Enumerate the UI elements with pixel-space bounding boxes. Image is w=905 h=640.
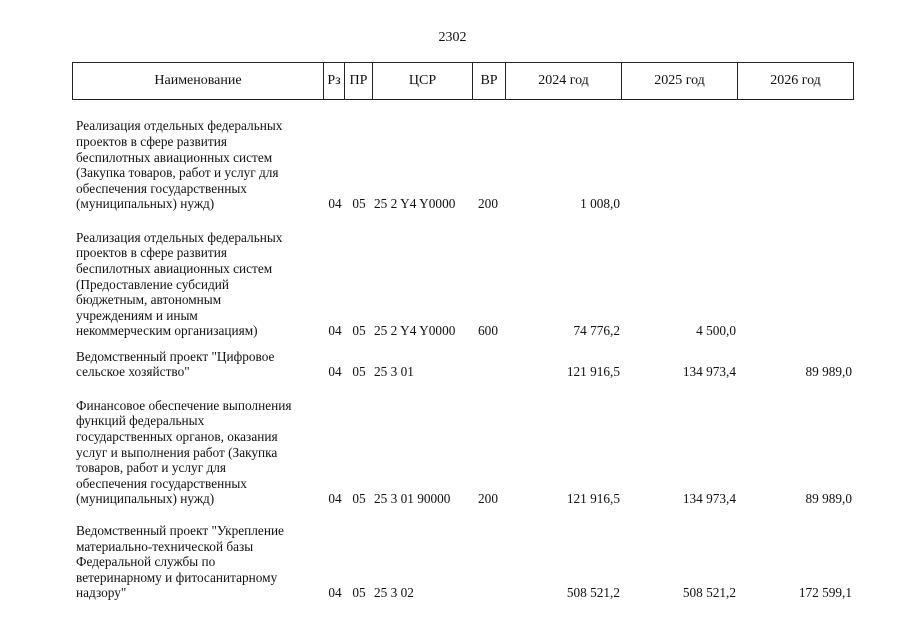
cell-csr: 25 3 01 xyxy=(374,364,414,380)
cell-rz: 04 xyxy=(328,323,342,339)
row-description: Ведомственный проект "Укрепление материально-технической базы Федеральной службы по ветеринарному и фитосанитарному надзору" xyxy=(76,523,284,601)
row-description: Реализация отдельных федеральных проектов в сфере развития беспилотных авиационных систем (Предоставление субсидий бюджетным, автономным учреждениям и иным некоммерческим организациям) xyxy=(76,229,283,339)
cell-2026: 89 989,0 xyxy=(805,491,852,507)
cell-pr: 05 xyxy=(352,323,366,339)
cell-rz: 04 xyxy=(328,364,342,380)
col-header-vr: ВР xyxy=(473,63,506,100)
cell-rz: 04 xyxy=(328,585,342,601)
col-header-rz: Рз xyxy=(324,63,345,100)
cell-2024: 121 916,5 xyxy=(566,364,620,380)
table-header xyxy=(72,62,854,100)
cell-2025: 508 521,2 xyxy=(682,585,736,601)
table-row xyxy=(72,387,853,507)
cell-csr: 25 3 02 xyxy=(374,585,414,601)
row-description: Реализация отдельных федеральных проектов в сфере развития беспилотных авиационных систем (Закупка товаров, работ и услуг для обеспечения государственных (муниципальных) нужд) xyxy=(76,118,283,212)
cell-2024: 74 776,2 xyxy=(573,323,620,339)
table-row xyxy=(72,108,853,212)
cell-2025: 134 973,4 xyxy=(682,491,736,507)
cell-pr: 05 xyxy=(352,196,366,212)
col-header-name: Наименование xyxy=(73,63,324,100)
cell-csr: 25 2 Y4 Y0000 xyxy=(374,323,456,339)
table-row xyxy=(72,346,853,380)
cell-rz: 04 xyxy=(328,491,342,507)
cell-pr: 05 xyxy=(352,491,366,507)
cell-vr: 200 xyxy=(478,491,498,507)
cell-csr: 25 3 01 90000 xyxy=(374,491,451,507)
col-header-csr: ЦСР xyxy=(373,63,473,100)
row-description: Финансовое обеспечение выполнения функций федеральных государственных органов, оказания услуг и выполнения работ (Закупка товаров, работ и услуг для обеспечения государственных (муниципальных) нужд) xyxy=(76,397,292,507)
col-header-2026: 2026 год xyxy=(738,63,854,100)
table-row xyxy=(72,220,853,339)
cell-2025: 134 973,4 xyxy=(682,364,736,380)
cell-2025: 4 500,0 xyxy=(696,323,736,339)
col-header-2024: 2024 год xyxy=(506,63,622,100)
cell-2024: 121 916,5 xyxy=(566,491,620,507)
page-number: 2302 xyxy=(438,30,467,45)
cell-vr: 200 xyxy=(478,196,498,212)
col-header-2025: 2025 год xyxy=(622,63,738,100)
cell-2026: 172 599,1 xyxy=(798,585,852,601)
col-header-pr: ПР xyxy=(345,63,373,100)
row-description: Ведомственный проект "Цифровое сельское хозяйство" xyxy=(76,348,275,380)
cell-vr: 600 xyxy=(478,323,498,339)
cell-2024: 508 521,2 xyxy=(566,585,620,601)
table-row xyxy=(72,514,853,601)
cell-rz: 04 xyxy=(328,196,342,212)
cell-pr: 05 xyxy=(352,364,366,380)
cell-2024: 1 008,0 xyxy=(580,196,620,212)
cell-csr: 25 2 Y4 Y0000 xyxy=(374,196,456,212)
cell-pr: 05 xyxy=(352,585,366,601)
cell-2026: 89 989,0 xyxy=(805,364,852,380)
